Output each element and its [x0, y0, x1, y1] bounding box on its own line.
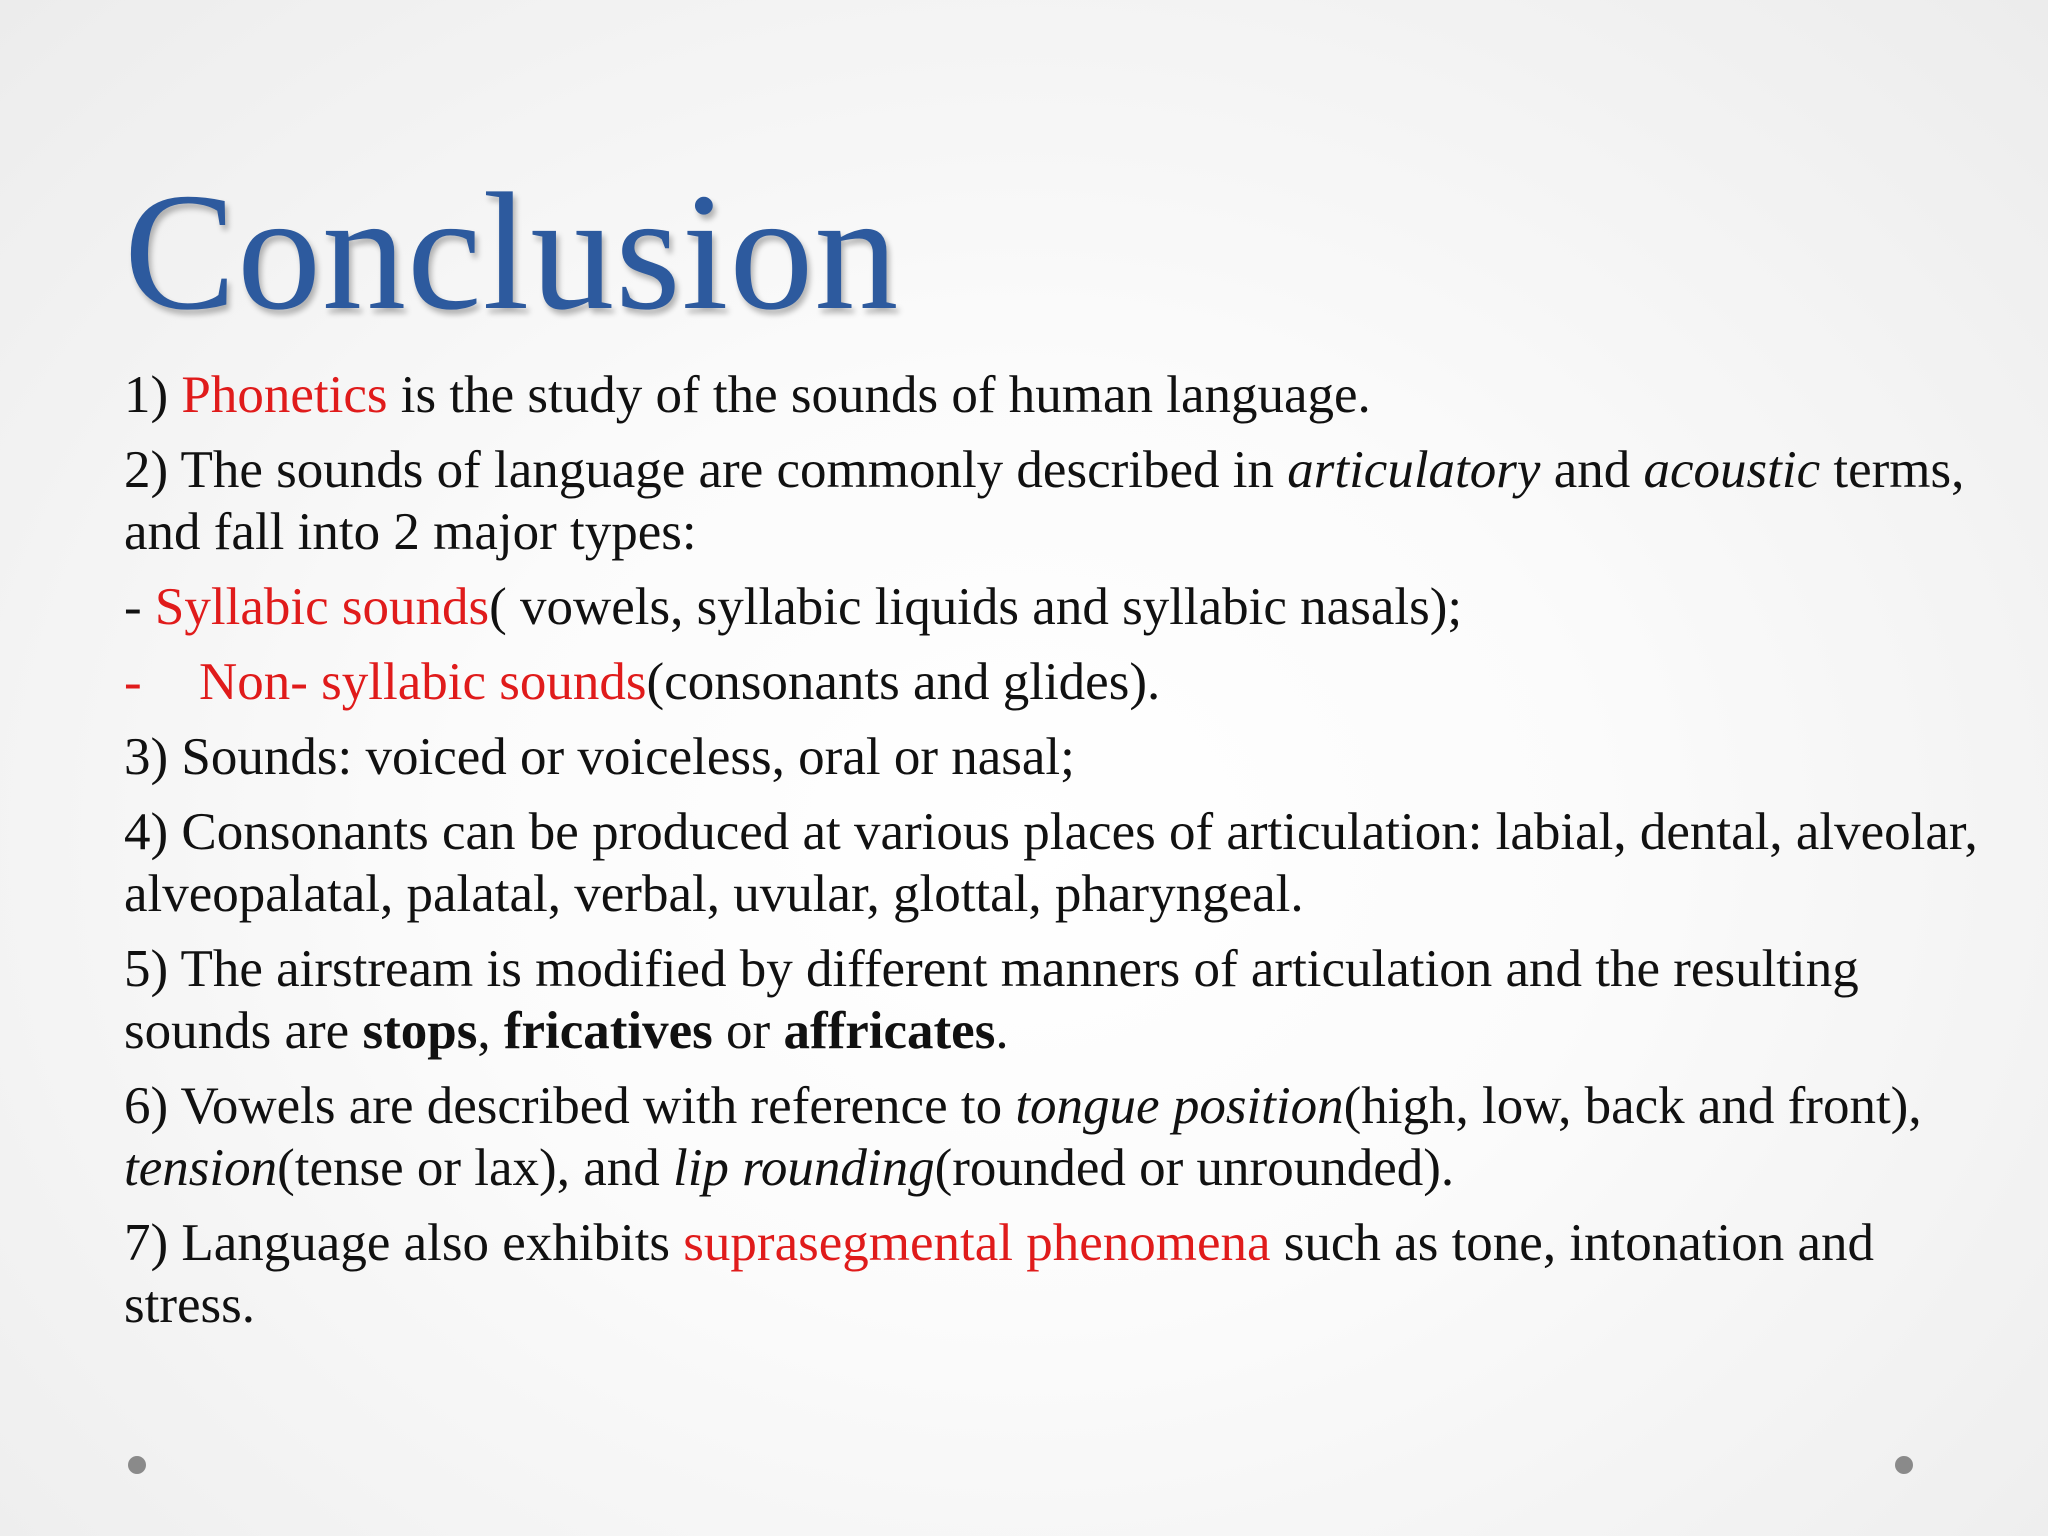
- point-5-text-c: or: [712, 1002, 784, 1060]
- point-2-text-a: 2) The sounds of language are commonly described in: [124, 441, 1288, 499]
- term-syllabic-sounds: Syllabic sounds: [154, 578, 490, 636]
- sub-point-syllabic: [124, 576, 2004, 638]
- decorative-dot-right: [1895, 1456, 1913, 1474]
- term-affricates: affricates: [783, 1002, 996, 1060]
- point-1: [124, 364, 2004, 426]
- term-lip-rounding: lip rounding: [672, 1139, 935, 1197]
- sub-point-dash: -: [124, 653, 142, 711]
- point-7: [124, 1212, 2004, 1336]
- term-tension: tension: [124, 1139, 278, 1197]
- point-1-text: is the study of the sounds of human language.: [387, 366, 1371, 424]
- point-5-text-d: .: [995, 1002, 1009, 1060]
- term-fricatives: fricatives: [503, 1002, 713, 1060]
- sub-point-non-syllabic: [124, 651, 2004, 713]
- term-non-syllabic-sounds: Non- syllabic sounds: [199, 653, 647, 711]
- point-6-text-c: (tense or lax), and: [277, 1139, 673, 1197]
- point-6-text-b: (high, low, back and front),: [1343, 1077, 1922, 1135]
- point-6: [124, 1075, 2004, 1199]
- point-5: [124, 938, 2004, 1062]
- term-suprasegmental-phenomena: suprasegmental phenomena: [683, 1214, 1271, 1272]
- slide-title: Conclusion: [124, 159, 900, 345]
- point-7-text-b: such as tone, intonation and stress.: [124, 1214, 1875, 1334]
- point-5-text-a: 5) The airstream is modified by different manners of articulation and the resulting sounds are: [124, 940, 1859, 1060]
- point-6-text-a: 6) Vowels are described with reference to: [124, 1077, 1016, 1135]
- point-2-text-c: terms, and fall into 2 major types:: [124, 441, 1965, 561]
- point-4: 4) Consonants can be produced at various places of articulation: labial, dental, alveolar, alveopalatal, palatal, verbal, uvular, glottal, pharyngeal.: [124, 803, 1978, 923]
- point-1-number: 1): [124, 366, 182, 424]
- point-3: 3) Sounds: voiced or voiceless, oral or nasal;: [124, 728, 1075, 786]
- term-phonetics: Phonetics: [181, 366, 388, 424]
- sub-point-non-syllabic-text: (consonants and glides).: [646, 653, 1161, 711]
- point-2-text-b: and: [1540, 441, 1644, 499]
- point-5-text-b: ,: [477, 1002, 504, 1060]
- term-acoustic: acoustic: [1643, 441, 1821, 499]
- slide-content: [124, 364, 2004, 1349]
- term-stops: stops: [362, 1002, 478, 1060]
- term-articulatory: articulatory: [1287, 441, 1541, 499]
- decorative-dot-left: [128, 1456, 146, 1474]
- term-tongue-position: tongue position: [1015, 1077, 1344, 1135]
- sub-point-syllabic-text: ( vowels, syllabic liquids and syllabic nasals);: [489, 578, 1463, 636]
- point-6-text-d: (rounded or unrounded).: [934, 1139, 1455, 1197]
- point-2: [124, 439, 2004, 563]
- sub-point-dash: -: [124, 578, 155, 636]
- point-7-text-a: 7) Language also exhibits: [124, 1214, 684, 1272]
